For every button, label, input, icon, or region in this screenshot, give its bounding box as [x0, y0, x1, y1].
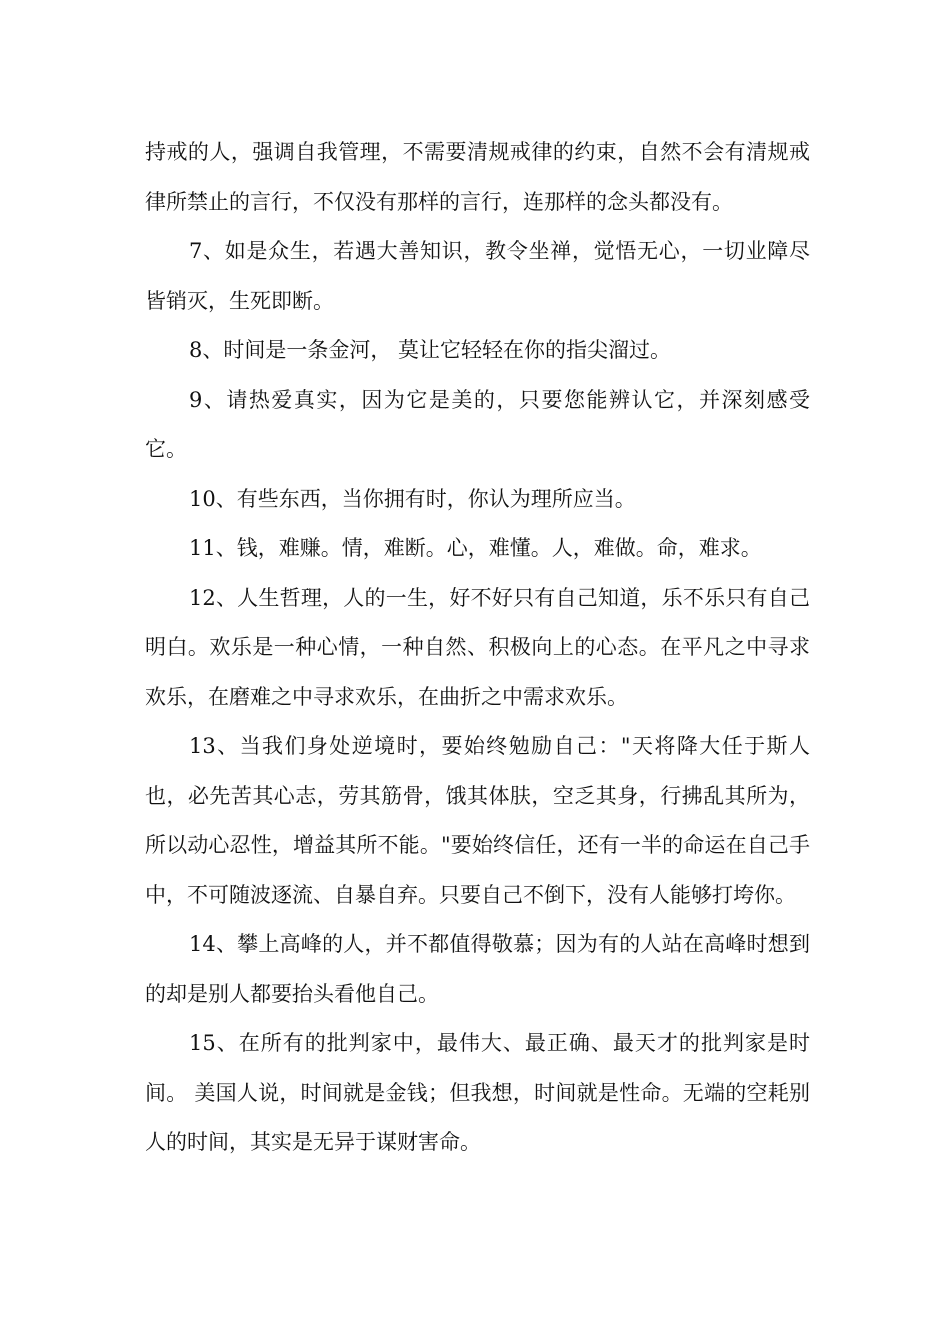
paragraph-8: 8、时间是一条金河， 莫让它轻轻在你的指尖溜过。 — [189, 338, 672, 362]
paragraph-15: 15、在所有的批判家中，最伟大、最正确、最天才的批判家是时间。 美国人说，时间就是金钱；但我想，时间就是性命。无端的空耗别人的时间，其实是无异于谋财害命。 — [145, 1031, 810, 1154]
document-body — [145, 128, 810, 1168]
paragraph-9: 9、请热爱真实，因为它是美的，只要您能辨认它，并深刻感受它。 — [145, 387, 810, 461]
paragraph-0: 持戒的人，强调自我管理，不需要清规戒律的约束，自然不会有清规戒律所禁止的言行，不仅没有那样的言行，连那样的念头都没有。 — [145, 140, 810, 214]
paragraph-7: 7、如是众生，若遇大善知识，教令坐禅，觉悟无心，一切业障尽皆销灭，生死即断。 — [145, 239, 810, 313]
paragraph-14: 14、攀上高峰的人，并不都值得敬慕；因为有的人站在高峰时想到的却是别人都要抬头看他自己。 — [145, 932, 810, 1006]
paragraph-11: 11、钱，难赚。情，难断。心，难懂。人，难做。命，难求。 — [189, 536, 762, 560]
paragraph-12: 12、人生哲理，人的一生，好不好只有自己知道，乐不乐只有自己明白。欢乐是一种心情，一种自然、积极向上的心态。在平凡之中寻求欢乐，在磨难之中寻求欢乐，在曲折之中需求欢乐。 — [145, 585, 810, 709]
paragraph-10: 10、有些东西，当你拥有时，你认为理所应当。 — [189, 486, 636, 511]
paragraph-13: 13、当我们身处逆境时，要始终勉励自己："天将降大任于斯人也，必先苦其心志，劳其筋骨，饿其体肤，空乏其身，行拂乱其所为，所以动心忍性，增益其所不能。"要始终信任，还有一半的命运在自己手中，不可随波逐流、自暴自弃。只要自己不倒下，没有人能够打垮你。 — [145, 734, 810, 907]
